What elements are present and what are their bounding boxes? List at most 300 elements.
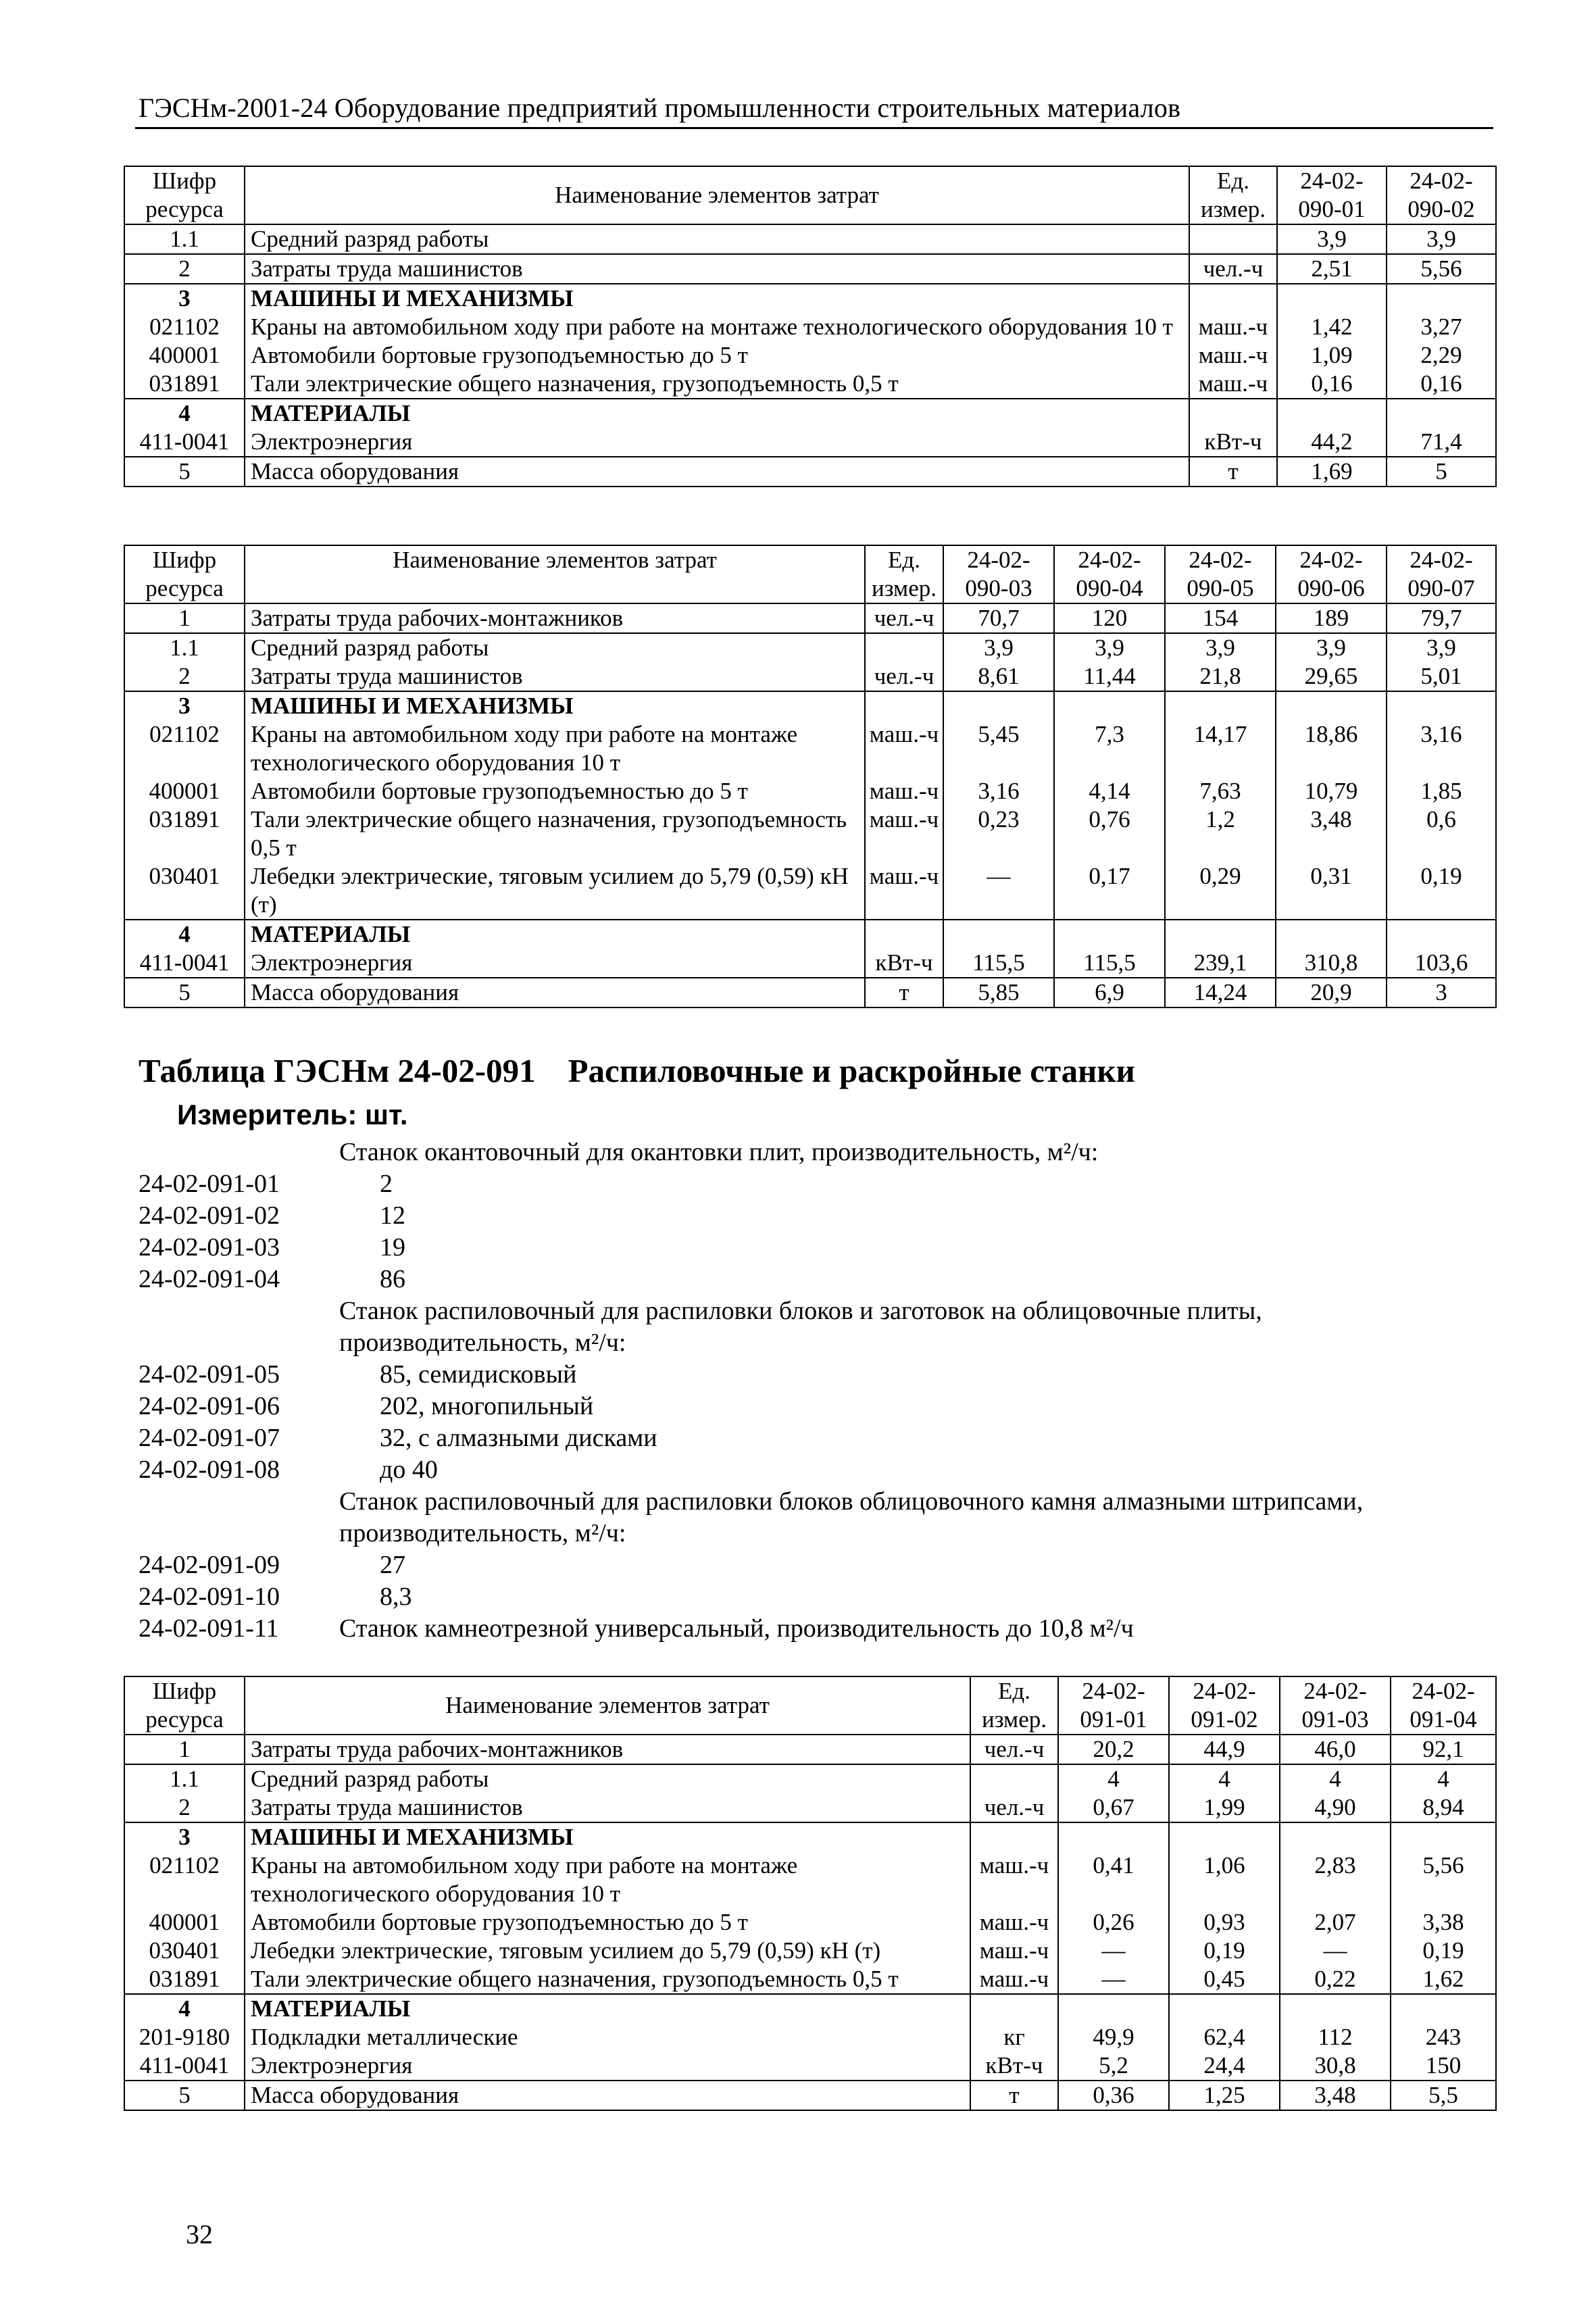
cell-value: 103,6 (1387, 949, 1496, 978)
cell-value: 0,6 (1387, 805, 1496, 862)
resource-table-091 (124, 1676, 1497, 2111)
norm-code: 24-02-091-05 (139, 1360, 280, 1389)
cell-unit: кВт-ч (970, 2051, 1058, 2081)
cell-code: 021102 (124, 720, 245, 777)
norm-text: 86 (380, 1265, 405, 1293)
cell-name: Средний разряд работы (245, 633, 865, 662)
cell-unit: чел.-ч (1189, 254, 1277, 284)
cell-name: Лебедки электрические, тяговым усилием до 5,79 (0,59) кН (т) (245, 862, 865, 920)
cell-unit: т (865, 978, 943, 1007)
cell-name: Затраты труда рабочих-монтажников (245, 603, 865, 633)
norm-text: Станок камнеотрезной универсальный, производительность до 10,8 м²/ч (339, 1614, 1134, 1643)
cell-unit (865, 920, 943, 949)
resource-table-090-03-07 (124, 545, 1497, 1008)
cell-value: 1,85 (1387, 777, 1496, 805)
cell-code: 411-0041 (124, 949, 245, 978)
list-item (139, 1200, 1490, 1232)
cell-unit: маш.-ч (970, 1851, 1058, 1908)
norm-text: 202, многопильный (380, 1392, 594, 1420)
cell-value (1276, 691, 1387, 720)
col-header-unit: Ед. измер. (970, 1676, 1058, 1735)
cell-code: 4 (124, 1994, 245, 2023)
cell-unit: т (1189, 457, 1277, 487)
cell-unit: чел.-ч (970, 1735, 1058, 1764)
cell-value (1387, 284, 1496, 313)
table-row (124, 428, 1496, 457)
group-description: Станок распиловочный для распиловки блоков облицовочного камня алмазными штрипсами, производительность, м²/ч: (339, 1487, 1364, 1547)
norm-code: 24-02-091-03 (139, 1233, 280, 1262)
cell-value: 1,62 (1391, 1965, 1496, 1994)
cell-name: Электроэнергия (245, 428, 1189, 457)
cell-name: Масса оборудования (245, 457, 1189, 487)
cell-value: 7,3 (1054, 720, 1165, 777)
norm-code: 24-02-091-10 (139, 1583, 280, 1611)
cell-value: 2,51 (1277, 254, 1387, 284)
cell-value: 5,45 (943, 720, 1054, 777)
col-header-090-04: 24-02-090-04 (1054, 545, 1165, 603)
cell-value: 21,8 (1165, 662, 1276, 691)
cell-value: 1,06 (1169, 1851, 1280, 1908)
cell-value: 49,9 (1058, 2023, 1169, 2051)
cell-value: 0,23 (943, 805, 1054, 862)
cell-code: 2 (124, 662, 245, 691)
cell-unit: чел.-ч (970, 1793, 1058, 1822)
cell-name: Тали электрические общего назначения, грузоподъемность 0,5 т (245, 805, 865, 862)
col-header-091-04: 24-02-091-04 (1391, 1676, 1496, 1735)
cell-unit (970, 1994, 1058, 2023)
list-item (139, 1391, 1490, 1422)
cell-value: 239,1 (1165, 949, 1276, 978)
cell-value: 46,0 (1280, 1735, 1391, 1764)
cell-unit: маш.-ч (1189, 341, 1277, 370)
list-item (139, 1359, 1490, 1391)
cell-code: 1 (124, 603, 245, 633)
cell-value: 1,25 (1169, 2081, 1280, 2110)
cell-value: 112 (1280, 2023, 1391, 2051)
cell-unit: маш.-ч (970, 1937, 1058, 1965)
cell-code: 021102 (124, 313, 245, 341)
cell-value: 2,29 (1387, 341, 1496, 370)
cell-value: 120 (1054, 603, 1165, 633)
cell-value: 3,9 (1054, 633, 1165, 662)
cell-value: 1,69 (1277, 457, 1387, 487)
list-item (139, 1422, 1490, 1454)
section-title-materials: МАТЕРИАЛЫ (245, 920, 865, 949)
list-item (139, 1168, 1490, 1200)
cell-name: Масса оборудования (245, 978, 865, 1007)
cell-unit: маш.-ч (865, 777, 943, 805)
cell-name: Масса оборудования (245, 2081, 970, 2110)
cell-name: Лебедки электрические, тяговым усилием до 5,79 (0,59) кН (т) (245, 1937, 970, 1965)
table-row (124, 224, 1496, 254)
cell-code: 1.1 (124, 1764, 245, 1793)
cell-value: 3,9 (943, 633, 1054, 662)
cell-unit: кВт-ч (1189, 428, 1277, 457)
col-header-name: Наименование элементов затрат (245, 166, 1189, 224)
cell-name: Тали электрические общего назначения, грузоподъемность 0,5 т (245, 1965, 970, 1994)
cell-value (1387, 920, 1496, 949)
cell-name: Средний разряд работы (245, 1764, 970, 1793)
table-row (124, 1764, 1496, 1793)
table-row (124, 2023, 1496, 2051)
col-header-code: Шифр ресурса (124, 545, 245, 603)
cell-code: 4 (124, 920, 245, 949)
col-header-091-01: 24-02-091-01 (1058, 1676, 1169, 1735)
cell-name: Затраты труда машинистов (245, 254, 1189, 284)
cell-code: 400001 (124, 341, 245, 370)
cell-value: — (1058, 1937, 1169, 1965)
cell-value: 150 (1391, 2051, 1496, 2081)
cell-value: 29,65 (1276, 662, 1387, 691)
table-row (124, 457, 1496, 487)
cell-name: Затраты труда рабочих-монтажников (245, 1735, 970, 1764)
cell-value: 4 (1391, 1764, 1496, 1793)
cell-code: 4 (124, 399, 245, 428)
norm-item-list (139, 1137, 1490, 1645)
cell-name: Краны на автомобильном ходу при работе на монтаже технологического оборудования 10 т (245, 720, 865, 777)
cell-unit: т (970, 2081, 1058, 2110)
cell-code: 201-9180 (124, 2023, 245, 2051)
cell-unit: чел.-ч (865, 603, 943, 633)
cell-unit: чел.-ч (865, 662, 943, 691)
section-title-machines: МАШИНЫ И МЕХАНИЗМЫ (245, 284, 1189, 313)
cell-value: 14,17 (1165, 720, 1276, 777)
table-number: Таблица ГЭСНм 24-02-091 (139, 1052, 536, 1089)
cell-value: 115,5 (943, 949, 1054, 978)
cell-code: 031891 (124, 805, 245, 862)
cell-code: 400001 (124, 777, 245, 805)
list-item (139, 1613, 1490, 1645)
group-description: Станок распиловочный для распиловки блоков и заготовок на облицовочные плиты, производительность, м²/ч: (339, 1297, 1262, 1357)
cell-value (1280, 1994, 1391, 2023)
table-row (124, 777, 1496, 805)
col-header-unit: Ед. измер. (865, 545, 943, 603)
cell-code: 1.1 (124, 224, 245, 254)
cell-name: Электроэнергия (245, 949, 865, 978)
cell-value: 115,5 (1054, 949, 1165, 978)
cell-value: 0,29 (1165, 862, 1276, 920)
cell-value: 0,31 (1276, 862, 1387, 920)
table-header-row (124, 166, 1496, 224)
cell-value: 4 (1280, 1764, 1391, 1793)
cell-value: 14,24 (1165, 978, 1276, 1007)
cell-value: 5,56 (1387, 254, 1496, 284)
cell-code: 411-0041 (124, 2051, 245, 2081)
cell-name: Затраты труда машинистов (245, 662, 865, 691)
cell-value: 0,41 (1058, 1851, 1169, 1908)
cell-name: Краны на автомобильном ходу при работе на монтаже технологического оборудования 10 т (245, 1851, 970, 1908)
header-rule (135, 127, 1493, 129)
norm-code: 24-02-091-09 (139, 1551, 280, 1579)
cell-value: — (1280, 1937, 1391, 1965)
cell-value: 0,19 (1387, 862, 1496, 920)
table-row (124, 1851, 1496, 1908)
cell-code: 021102 (124, 1851, 245, 1908)
table-row (124, 633, 1496, 662)
cell-value (1058, 1822, 1169, 1851)
cell-value (1054, 920, 1165, 949)
cell-name: Средний разряд работы (245, 224, 1189, 254)
norm-text: 85, семидисковый (380, 1360, 577, 1389)
cell-value: 92,1 (1391, 1735, 1496, 1764)
cell-value: 3,9 (1277, 224, 1387, 254)
cell-value: 1,09 (1277, 341, 1387, 370)
cell-value (943, 920, 1054, 949)
table-title (139, 1051, 1135, 1090)
cell-value (1277, 284, 1387, 313)
cell-name: Автомобили бортовые грузоподъемностью до 5 т (245, 777, 865, 805)
cell-value: 0,17 (1054, 862, 1165, 920)
col-header-090-03: 24-02-090-03 (943, 545, 1054, 603)
col-header-code: Шифр ресурса (124, 1676, 245, 1735)
cell-value: 4 (1169, 1764, 1280, 1793)
cell-value: 4 (1058, 1764, 1169, 1793)
norm-code: 24-02-091-04 (139, 1265, 280, 1293)
cell-value: 3,9 (1276, 633, 1387, 662)
cell-value: 79,7 (1387, 603, 1496, 633)
cell-value: 30,8 (1280, 2051, 1391, 2081)
cell-value: 5,5 (1391, 2081, 1496, 2110)
cell-value: 6,9 (1054, 978, 1165, 1007)
norm-text: 12 (380, 1201, 405, 1230)
cell-value: 3 (1387, 978, 1496, 1007)
cell-unit: маш.-ч (970, 1965, 1058, 1994)
cell-value (1387, 399, 1496, 428)
cell-name: Затраты труда машинистов (245, 1793, 970, 1822)
cell-value: 3,9 (1387, 633, 1496, 662)
norm-text: 27 (380, 1551, 405, 1579)
cell-unit (865, 633, 943, 662)
table-header-row (124, 545, 1496, 603)
cell-value: 20,9 (1276, 978, 1387, 1007)
cell-value: 0,16 (1387, 370, 1496, 399)
cell-unit (970, 1822, 1058, 1851)
cell-value (943, 691, 1054, 720)
table-section-row (124, 1822, 1496, 1851)
col-header-code: Шифр ресурса (124, 166, 245, 224)
cell-code: 1.1 (124, 633, 245, 662)
cell-code: 3 (124, 691, 245, 720)
cell-value: 44,2 (1277, 428, 1387, 457)
cell-value (1165, 691, 1276, 720)
cell-value: 5,2 (1058, 2051, 1169, 2081)
table-row (124, 978, 1496, 1007)
table-row (124, 313, 1496, 341)
table-row (124, 720, 1496, 777)
cell-unit (1189, 224, 1277, 254)
cell-unit: маш.-ч (865, 862, 943, 920)
table-row (124, 341, 1496, 370)
cell-value: 70,7 (943, 603, 1054, 633)
col-header-090-07: 24-02-090-07 (1387, 545, 1496, 603)
table-section-row (124, 1994, 1496, 2023)
cell-value: 3,48 (1280, 2081, 1391, 2110)
cell-value: 62,4 (1169, 2023, 1280, 2051)
table-section-row (124, 284, 1496, 313)
cell-value: 2,07 (1280, 1908, 1391, 1937)
col-header-unit: Ед. измер. (1189, 166, 1277, 224)
list-item (139, 1264, 1490, 1295)
cell-value (1280, 1822, 1391, 1851)
table-row (124, 1793, 1496, 1822)
list-item (139, 1549, 1490, 1581)
cell-code: 1 (124, 1735, 245, 1764)
section-title-materials: МАТЕРИАЛЫ (245, 1994, 970, 2023)
table-section-row (124, 691, 1496, 720)
cell-value (1165, 920, 1276, 949)
cell-name: Тали электрические общего назначения, грузоподъемность 0,5 т (245, 370, 1189, 399)
cell-value: 3,48 (1276, 805, 1387, 862)
col-header-090-01: 24-02-090-01 (1277, 166, 1387, 224)
table-row (124, 1735, 1496, 1764)
norm-code: 24-02-091-07 (139, 1424, 280, 1452)
cell-value: 71,4 (1387, 428, 1496, 457)
cell-value: 0,36 (1058, 2081, 1169, 2110)
table-row (124, 2081, 1496, 2110)
cell-value: 0,45 (1169, 1965, 1280, 1994)
cell-value: 10,79 (1276, 777, 1387, 805)
cell-value: 189 (1276, 603, 1387, 633)
cell-value: 8,94 (1391, 1793, 1496, 1822)
cell-value: 0,67 (1058, 1793, 1169, 1822)
table-row (124, 1937, 1496, 1965)
cell-value: 3,9 (1387, 224, 1496, 254)
norm-code: 24-02-091-06 (139, 1392, 280, 1420)
cell-value: 5 (1387, 457, 1496, 487)
norm-code: 24-02-091-08 (139, 1455, 280, 1484)
cell-value (1058, 1994, 1169, 2023)
cell-value: 0,26 (1058, 1908, 1169, 1937)
norm-text: до 40 (380, 1455, 438, 1484)
cell-value: 0,76 (1054, 805, 1165, 862)
table-row (124, 949, 1496, 978)
section-title-machines: МАШИНЫ И МЕХАНИЗМЫ (245, 1822, 970, 1851)
cell-value: 20,2 (1058, 1735, 1169, 1764)
section-title-materials: МАТЕРИАЛЫ (245, 399, 1189, 428)
cell-name: Подкладки металлические (245, 2023, 970, 2051)
cell-code: 031891 (124, 370, 245, 399)
col-header-090-05: 24-02-090-05 (1165, 545, 1276, 603)
list-item (139, 1232, 1490, 1264)
cell-value (1391, 1994, 1496, 2023)
cell-name: Краны на автомобильном ходу при работе на монтаже технологического оборудования 10 т (245, 313, 1189, 341)
cell-value: 18,86 (1276, 720, 1387, 777)
cell-code: 5 (124, 978, 245, 1007)
cell-value (1169, 1822, 1280, 1851)
cell-value: 8,61 (943, 662, 1054, 691)
cell-value: 2,83 (1280, 1851, 1391, 1908)
cell-value (1169, 1994, 1280, 2023)
table-row (124, 1965, 1496, 1994)
list-item (139, 1454, 1490, 1486)
cell-code: 5 (124, 457, 245, 487)
group-description: Станок окантовочный для окантовки плит, производительность, м²/ч: (339, 1138, 1099, 1166)
table-section-row (124, 920, 1496, 949)
table-row (124, 862, 1496, 920)
cell-code: 030401 (124, 862, 245, 920)
cell-value (1277, 399, 1387, 428)
table-header-row (124, 1676, 1496, 1735)
cell-unit: кВт-ч (865, 949, 943, 978)
table-row (124, 805, 1496, 862)
cell-value: — (943, 862, 1054, 920)
cell-code: 3 (124, 284, 245, 313)
cell-value: 0,16 (1277, 370, 1387, 399)
norm-code: 24-02-091-11 (139, 1614, 279, 1643)
col-header-name: Наименование элементов затрат (245, 545, 865, 603)
list-item (139, 1581, 1490, 1613)
cell-unit: маш.-ч (1189, 313, 1277, 341)
norm-text: 19 (380, 1233, 405, 1262)
page-number: 32 (186, 2219, 213, 2249)
norm-text: 8,3 (380, 1583, 412, 1611)
table-row (124, 254, 1496, 284)
table-row (124, 370, 1496, 399)
table-row (124, 603, 1496, 633)
cell-value (1054, 691, 1165, 720)
col-header-090-06: 24-02-090-06 (1276, 545, 1387, 603)
col-header-name: Наименование элементов затрат (245, 1676, 970, 1735)
measure-unit: Измеритель: шт. (177, 1099, 408, 1130)
cell-code: 2 (124, 254, 245, 284)
cell-unit (865, 691, 943, 720)
cell-value: 0,93 (1169, 1908, 1280, 1937)
cell-name: Автомобили бортовые грузоподъемностью до 5 т (245, 1908, 970, 1937)
cell-unit: маш.-ч (1189, 370, 1277, 399)
cell-value: 24,4 (1169, 2051, 1280, 2081)
table-row (124, 1908, 1496, 1937)
cell-value: 3,16 (1387, 720, 1496, 777)
cell-value: 5,01 (1387, 662, 1496, 691)
running-header: ГЭСНм-2001-24 Оборудование предприятий промышленности строительных материалов (139, 93, 1181, 123)
cell-value: 11,44 (1054, 662, 1165, 691)
cell-value: — (1058, 1965, 1169, 1994)
cell-value: 0,19 (1169, 1937, 1280, 1965)
cell-unit (970, 1764, 1058, 1793)
cell-value: 3,27 (1387, 313, 1496, 341)
cell-value: 3,9 (1165, 633, 1276, 662)
norm-code: 24-02-091-02 (139, 1201, 280, 1230)
cell-value: 3,16 (943, 777, 1054, 805)
cell-value: 1,42 (1277, 313, 1387, 341)
cell-unit: маш.-ч (865, 805, 943, 862)
cell-value: 1,99 (1169, 1793, 1280, 1822)
cell-code: 030401 (124, 1937, 245, 1965)
cell-code: 411-0041 (124, 428, 245, 457)
norm-code: 24-02-091-01 (139, 1170, 280, 1198)
cell-value: 0,19 (1391, 1937, 1496, 1965)
cell-value: 3,38 (1391, 1908, 1496, 1937)
cell-unit (1189, 399, 1277, 428)
cell-unit (1189, 284, 1277, 313)
cell-value (1387, 691, 1496, 720)
table-row (124, 2051, 1496, 2081)
section-title-machines: МАШИНЫ И МЕХАНИЗМЫ (245, 691, 865, 720)
table-section-row (124, 399, 1496, 428)
cell-value: 44,9 (1169, 1735, 1280, 1764)
cell-value: 7,63 (1165, 777, 1276, 805)
cell-value: 0,22 (1280, 1965, 1391, 1994)
cell-name: Электроэнергия (245, 2051, 970, 2081)
cell-unit: кг (970, 2023, 1058, 2051)
cell-code: 400001 (124, 1908, 245, 1937)
cell-name: Автомобили бортовые грузоподъемностью до 5 т (245, 341, 1189, 370)
cell-code: 3 (124, 1822, 245, 1851)
cell-value: 243 (1391, 2023, 1496, 2051)
col-header-091-02: 24-02-091-02 (1169, 1676, 1280, 1735)
col-header-091-03: 24-02-091-03 (1280, 1676, 1391, 1735)
cell-code: 031891 (124, 1965, 245, 1994)
